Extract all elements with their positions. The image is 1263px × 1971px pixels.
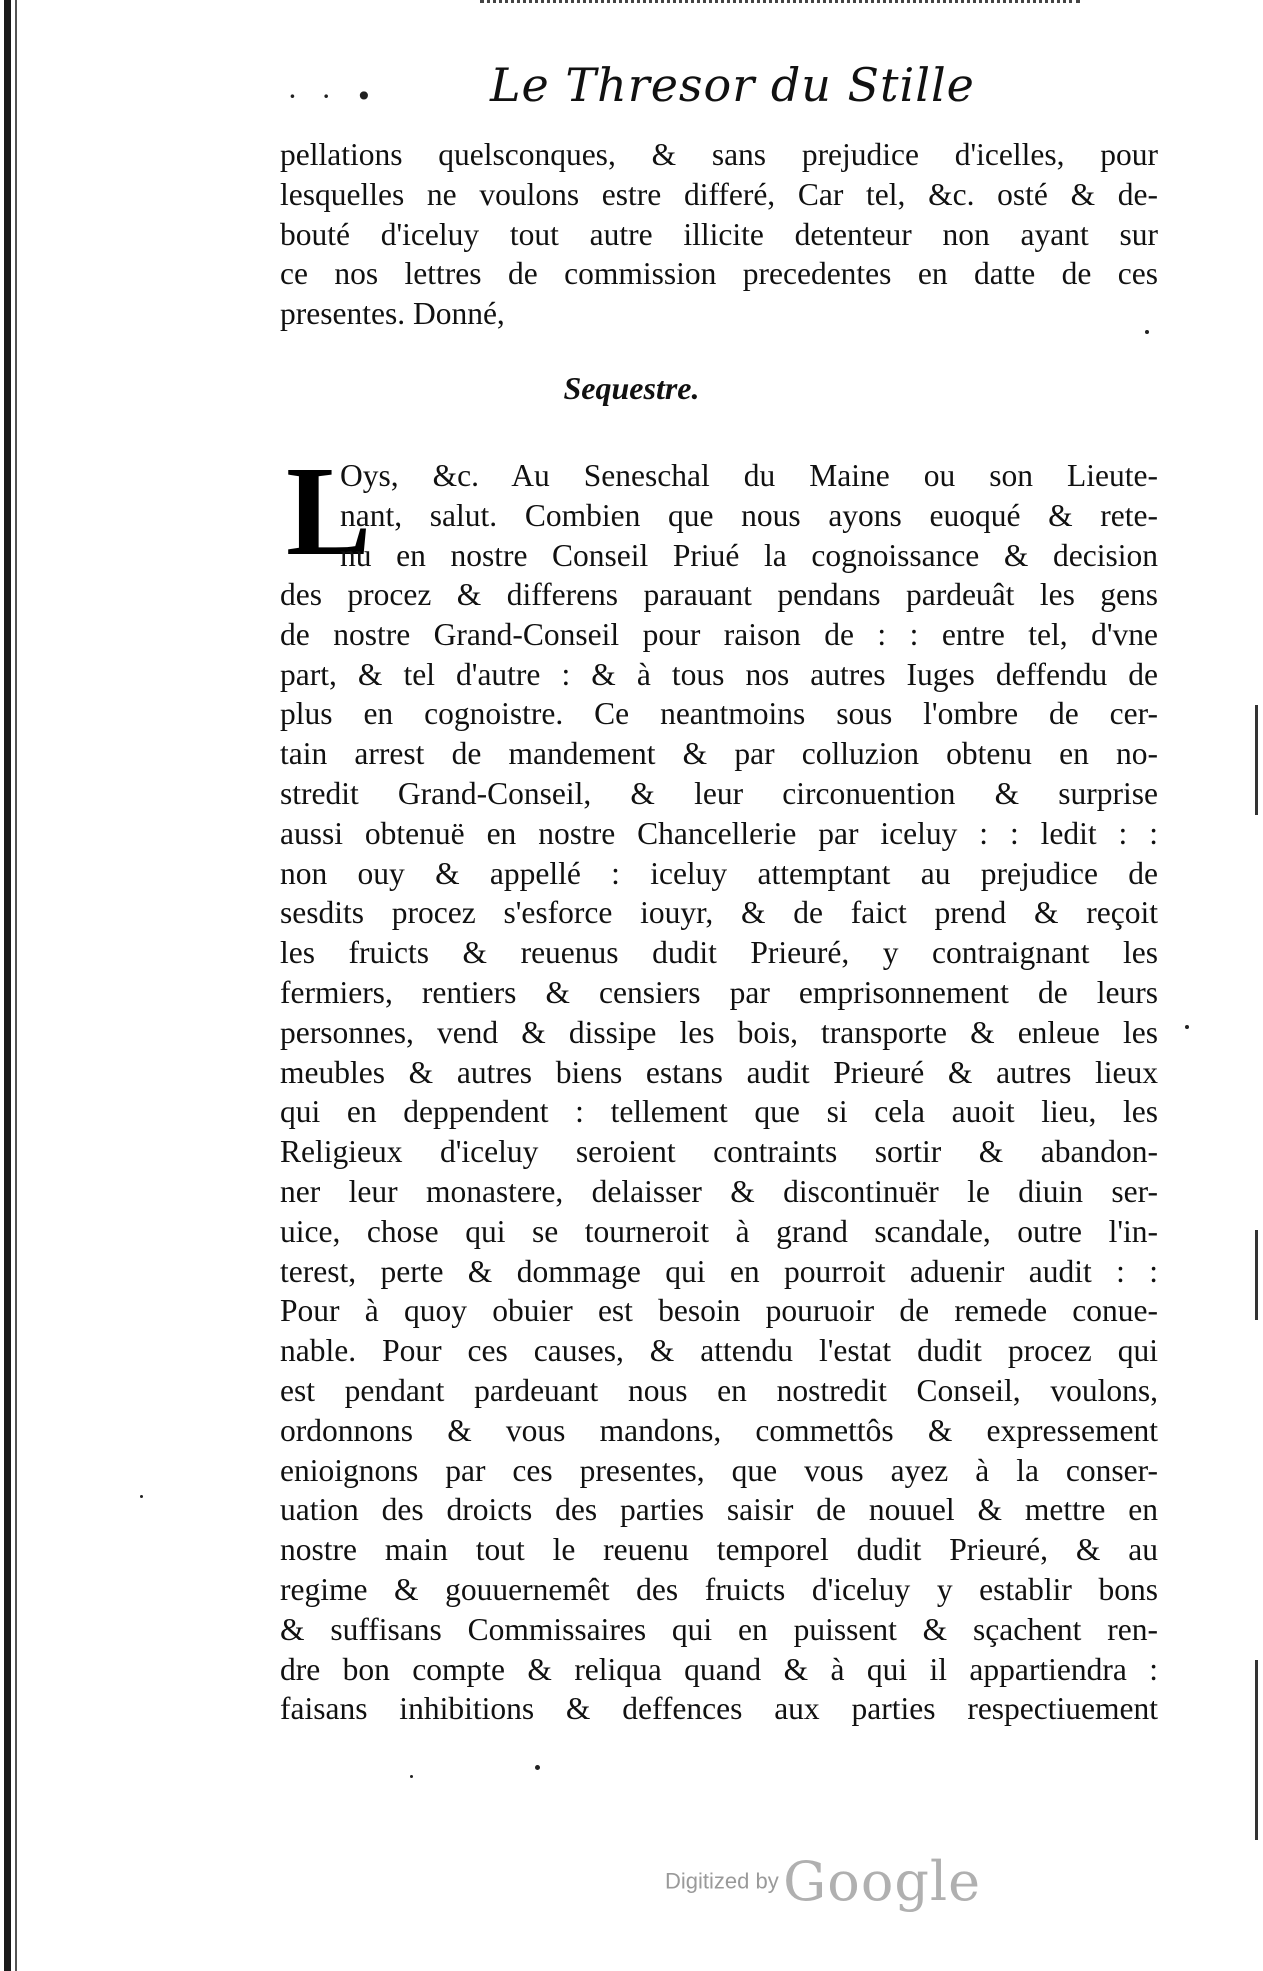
text-line: lesquelles ne voulons estre differé, Car tel, &c. osté & de- bbox=[280, 176, 1158, 212]
text-line: personnes, vend & dissipe les bois, transporte & enleue les bbox=[280, 1014, 1158, 1050]
intro-paragraph bbox=[280, 135, 1158, 334]
text-line: est pendant pardeuant nous en nostredit Conseil, voulons, bbox=[280, 1372, 1158, 1408]
text-line: bouté d'iceluy tout autre illicite detenteur non ayant sur bbox=[280, 216, 1158, 252]
text-line: les fruicts & reuenus dudit Prieuré, y contraignant les bbox=[280, 935, 1158, 971]
text-line: ce nos lettres de commission precedentes en datte de ces bbox=[280, 256, 1158, 292]
text-line: nant, salut. Combien que nous ayons euoqué & rete- bbox=[340, 497, 1158, 533]
text-line: nu en nostre Conseil Priué la cognoissance & decision bbox=[340, 537, 1158, 573]
page-edge-rule bbox=[4, 0, 11, 1971]
text-line: sesdits procez s'esforce iouyr, & de faict prend & reçoit bbox=[280, 895, 1158, 931]
text-line: dre bon compte & reliqua quand & à qui il appartiendra : bbox=[280, 1651, 1158, 1687]
text-line: uation des droicts des parties saisir de nouuel & mettre en bbox=[280, 1492, 1158, 1528]
text-line: pellations quelsconques, & sans prejudice d'icelles, pour bbox=[280, 137, 1158, 172]
text-line: nostre main tout le reuenu temporel dudit Prieuré, & au bbox=[280, 1532, 1158, 1568]
text-line: stredit Grand-Conseil, & leur circonuention & surprise bbox=[280, 775, 1158, 811]
text-line: Religieux d'iceluy seroient contraints sortir & abandon- bbox=[280, 1134, 1158, 1170]
text-line: regime & gouuernemêt des fruicts d'iceluy y establir bons bbox=[280, 1571, 1158, 1607]
text-line: fermiers, rentiers & censiers par emprisonnement de leurs bbox=[280, 974, 1158, 1010]
text-line: tain arrest de mandement & par colluzion obtenu en no- bbox=[280, 736, 1158, 772]
text-line: part, & tel d'autre : & à tous nos autres Iuges deffendu de bbox=[280, 656, 1158, 692]
ink-speck bbox=[535, 1765, 540, 1770]
text-line: aussi obtenuë en nostre Chancellerie par iceluy : : ledit : : bbox=[280, 815, 1158, 851]
text-line: plus en cognoistre. Ce neantmoins sous l'ombre de cer- bbox=[280, 696, 1158, 732]
digitized-watermark bbox=[665, 1850, 981, 1913]
running-head: Le Thresor du Stille bbox=[490, 58, 975, 112]
text-line: des procez & differens parauant pendans pardeuât les gens bbox=[280, 577, 1158, 612]
text-line: Oys, &c. Au Seneschal du Maine ou son Lieute- bbox=[340, 458, 1158, 493]
right-edge-mark bbox=[1255, 1230, 1258, 1320]
ink-speck bbox=[140, 1495, 143, 1498]
text-line: faisans inhibitions & deffences aux parties respectiuement bbox=[280, 1691, 1158, 1727]
text-line: de nostre Grand-Conseil pour raison de : : entre tel, d'vne bbox=[280, 616, 1158, 652]
body-paragraph bbox=[280, 575, 1158, 1729]
text-line: meubles & autres biens estans audit Prieuré & autres lieux bbox=[280, 1054, 1158, 1090]
ink-speck bbox=[1185, 1025, 1189, 1029]
body-opening-lines bbox=[340, 456, 1158, 575]
text-line: ner leur monastere, delaisser & discontinuër le diuin ser- bbox=[280, 1173, 1158, 1209]
drop-cap: L bbox=[286, 440, 372, 582]
top-edge-marks bbox=[480, 0, 1080, 9]
text-line: & suffisans Commissaires qui en puissent & sçachent ren- bbox=[280, 1611, 1158, 1647]
ink-speck bbox=[410, 1775, 413, 1778]
right-edge-mark bbox=[1255, 705, 1258, 815]
google-logo: Google bbox=[783, 1850, 982, 1913]
text-line: ordonnons & vous mandons, commettôs & expressement bbox=[280, 1412, 1158, 1448]
text-line: presentes. Donné, bbox=[280, 296, 505, 332]
page-edge-rule-inner bbox=[15, 0, 17, 1971]
watermark-prefix: Digitized by bbox=[665, 1868, 779, 1894]
ink-speck bbox=[1145, 330, 1149, 334]
text-line: non ouy & appellé : iceluy attemptant au prejudice de bbox=[280, 855, 1158, 891]
right-edge-mark bbox=[1255, 1660, 1258, 1840]
header-specks: · · • bbox=[288, 80, 381, 113]
text-line: qui en deppendent : tellement que si cela auoit lieu, les bbox=[280, 1094, 1158, 1130]
text-line: enioignons par ces presentes, que vous ayez à la conser- bbox=[280, 1452, 1158, 1488]
text-line: nable. Pour ces causes, & attendu l'estat dudit procez qui bbox=[280, 1333, 1158, 1369]
text-line: uice, chose qui se tourneroit à grand scandale, outre l'in- bbox=[280, 1213, 1158, 1249]
section-title: Sequestre. bbox=[563, 370, 700, 406]
text-line: Pour à quoy obuier est besoin pouruoir de remede conue- bbox=[280, 1293, 1158, 1329]
text-line: terest, perte & dommage qui en pourroit aduenir audit : : bbox=[280, 1253, 1158, 1289]
